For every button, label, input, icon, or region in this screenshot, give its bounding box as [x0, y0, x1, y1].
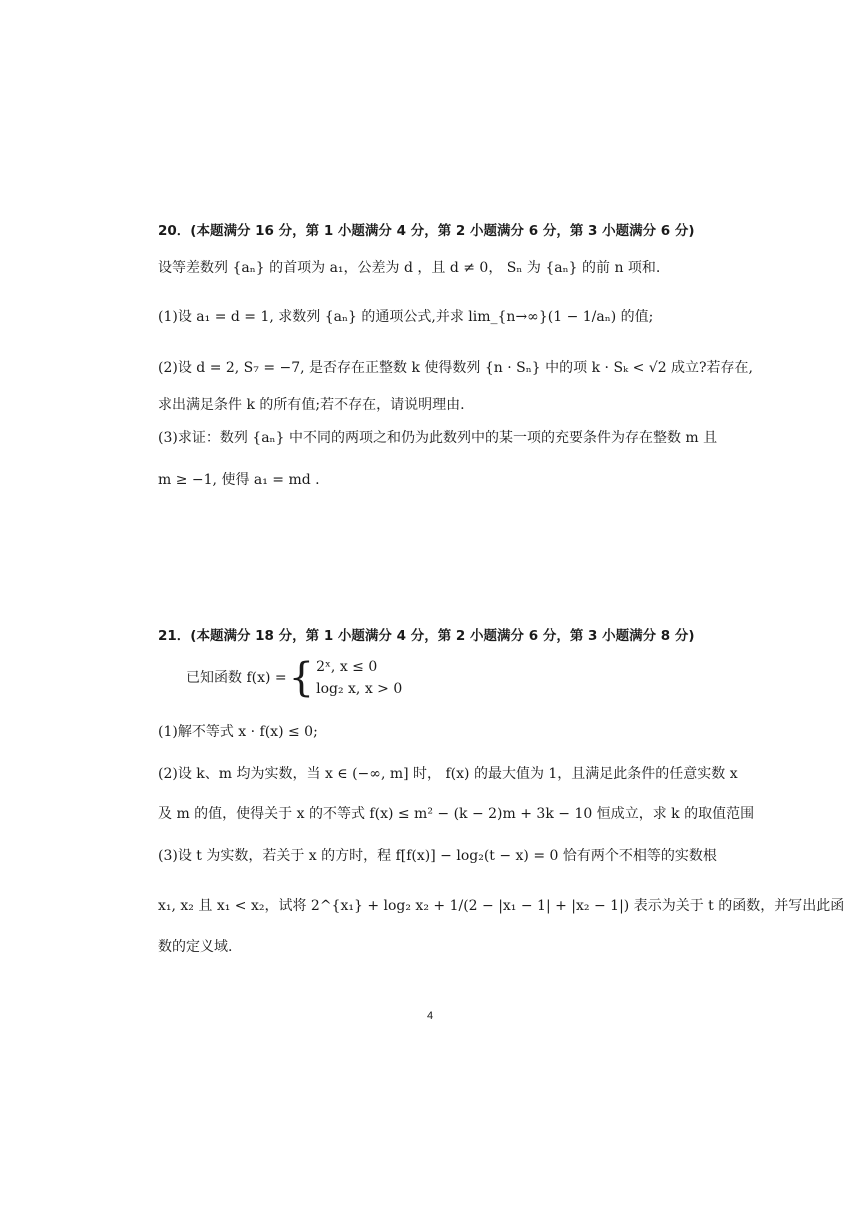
problem-21-part-2-line-2: 及 m 的值，使得关于 x 的不等式 f(x) ≤ m² − (k − 2)m + 3k − 10 恒成立，求 k 的取值范围	[158, 806, 755, 822]
piecewise-function	[186, 656, 402, 700]
left-brace: {	[288, 655, 315, 701]
problem-20-part-2-line-1: (2)设 d = 2, S₇ = −7, 是否存在正整数 k 使得数列 {n · Sₙ} 中的项 k · Sₖ < √2 成立?若存在,	[158, 360, 754, 376]
problem-21-part-3-line-2: x₁, x₂ 且 x₁ < x₂，试将 2^{x₁} + log₂ x₂ + 1/(2 − |x₁ − 1| + |x₂ − 1|) 表示为关于 t 的函数，并写出此函	[158, 898, 845, 914]
problem-21-part-3-line-3: 数的定义域.	[158, 939, 233, 955]
problem-21-part-2-line-1: (2)设 k、m 均为实数，当 x ∈ (−∞, m] 时， f(x) 的最大值为 1，且满足此条件的任意实数 x	[158, 766, 738, 782]
case-1: 2ˣ, x ≤ 0	[316, 659, 378, 675]
problem-20-part-1: (1)设 a₁ = d = 1, 求数列 {aₙ} 的通项公式,并求 lim_{n→∞}(1 − 1/aₙ) 的值;	[158, 309, 654, 325]
function-prefix: 已知函数 f(x) =	[186, 670, 287, 686]
problem-20-intro: 设等差数列 {aₙ} 的首项为 a₁，公差为 d ，且 d ≠ 0， Sₙ 为 {aₙ} 的前 n 项和.	[158, 260, 661, 276]
problem-21-part-1: (1)解不等式 x · f(x) ≤ 0;	[158, 724, 318, 740]
problem-21-heading: 21．(本题满分 18 分，第 1 小题满分 4 分，第 2 小题满分 6 分，第 3 小题满分 8 分)	[158, 628, 695, 644]
problem-20-part-3-line-2: m ≥ −1, 使得 a₁ = md .	[158, 472, 320, 488]
problem-20-part-2-line-2: 求出满足条件 k 的所有值;若不存在，请说明理由.	[158, 397, 465, 413]
case-2: log₂ x, x > 0	[316, 681, 403, 697]
problem-20-heading: 20．(本题满分 16 分，第 1 小题满分 4 分，第 2 小题满分 6 分，第 3 小题满分 6 分)	[158, 223, 695, 239]
problem-21-part-3-line-1: (3)设 t 为实数，若关于 x 的方时，程 f[f(x)] − log₂(t − x) = 0 恰有两个不相等的实数根	[158, 848, 717, 864]
problem-20-part-3-line-1: (3)求证：数列 {aₙ} 中不同的两项之和仍为此数列中的某一项的充要条件为存在整数 m 且	[158, 430, 718, 446]
function-cases	[316, 656, 402, 700]
page-number: 4	[426, 1010, 434, 1022]
